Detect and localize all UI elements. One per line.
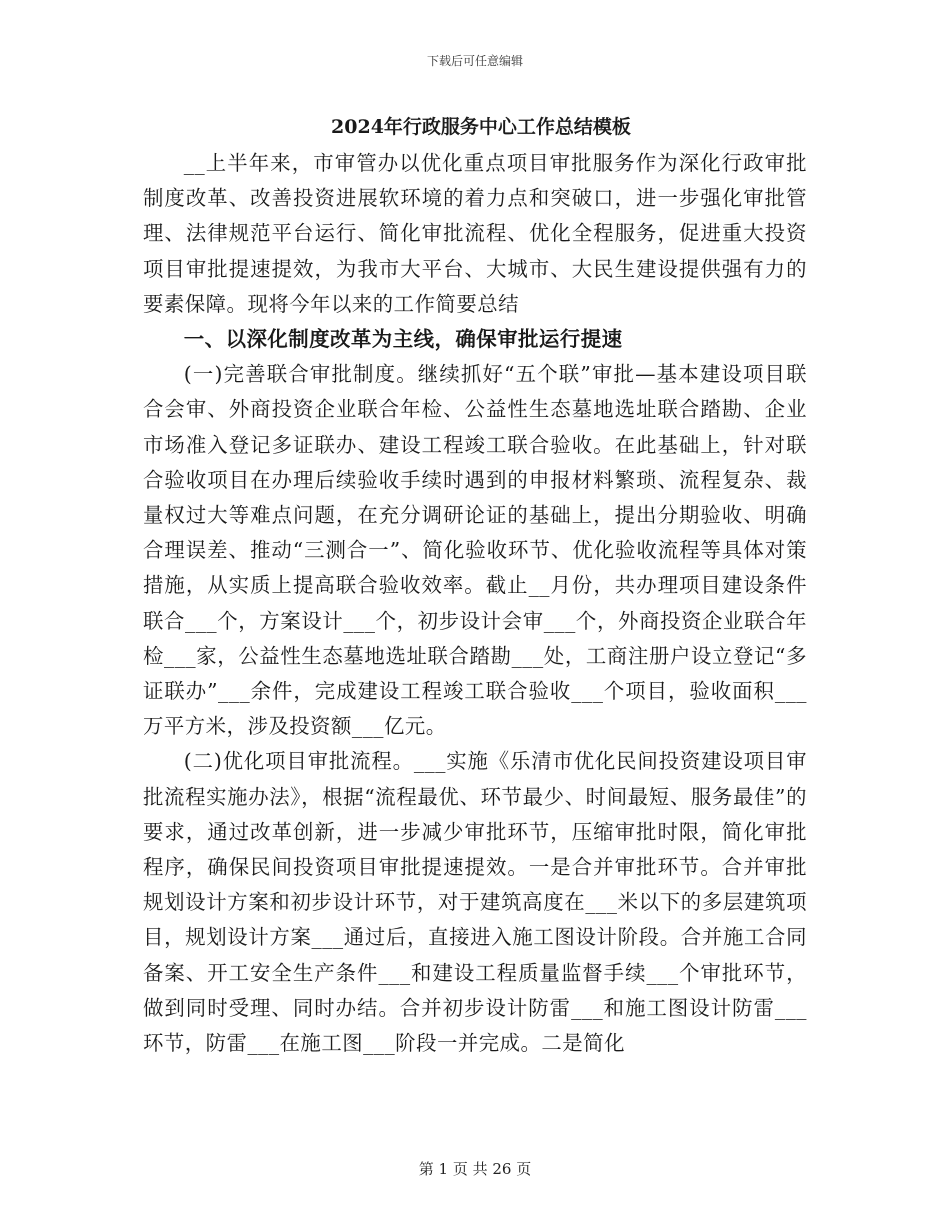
intro-paragraph: __上半年来，市审管办以优化重点项目审批服务作为深化行政审批制度改革、改善投资进展软环境的着力点和突破口，进一步强化审批管理、法律规范平台运行、简化审批流程、优化全程服务，促进重大投资项目审批提速提效，为我市大平台、大城市、大民生建设提供强有力的要素保障。现将今年以来的工作简要总结 [143,151,807,316]
paragraph-joint-approval: (一)完善联合审批制度。继续抓好“五个联”审批—基本建设项目联合会审、外商投资企业联合年检、公益性生态墓地选址联合踏勘、企业市场准入登记多证联办、建设工程竣工联合验收。在此基础上，针对联合验收项目在办理后续验收手续时遇到的申报材料繁琐、流程复杂、裁量权过大等难点问题，在充分调研论证的基础上，提出分期验收、明确合理误差、推动“三测合一”、简化验收环节、优化验收流程等具体对策措施，从实质上提高联合验收效率。截止__月份，共办理项目建设条件联合___个，方案设计___个，初步设计会审___个，外商投资企业联合年检___家，公益性生态墓地选址联合踏勘___处，工商注册户设立登记“多证联办”___余件，完成建设工程竣工联合验收___个项目，验收面积___万平方米，涉及投资额___亿元。 [143,362,807,739]
page-footer: 第 1 页 共 26 页 [418,1160,532,1178]
page-header-note: 下载后可任意编辑 [426,54,523,68]
paragraph-approval-process: (二)优化项目审批流程。___实施《乐清市优化民间投资建设项目审批流程实施办法》，根据“流程最优、环节最少、时间最短、服务最佳”的要求，通过改革创新，进一步减少审批环节，压缩审批时限，简化审批程序，确保民间投资项目审批提速提效。一是合并审批环节。合并审批规划设计方案和初步设计环节，对于建筑高度在___米以下的多层建筑项目，规划设计方案___通过后，直接进入施工图设计阶段。合并施工合同备案、开工安全生产条件___和建设工程质量监督手续___个审批环节，做到同时受理、同时办结。合并初步设计防雷___和施工图设计防雷___环节，防雷___在施工图___阶段一并完成。二是简化 [143,749,807,1056]
section-heading-1: 一、以深化制度改革为主线，确保审批运行提速 [183,327,623,352]
document-title: 2024年行政服务中心工作总结模板 [331,116,631,138]
document-body [143,108,807,1061]
